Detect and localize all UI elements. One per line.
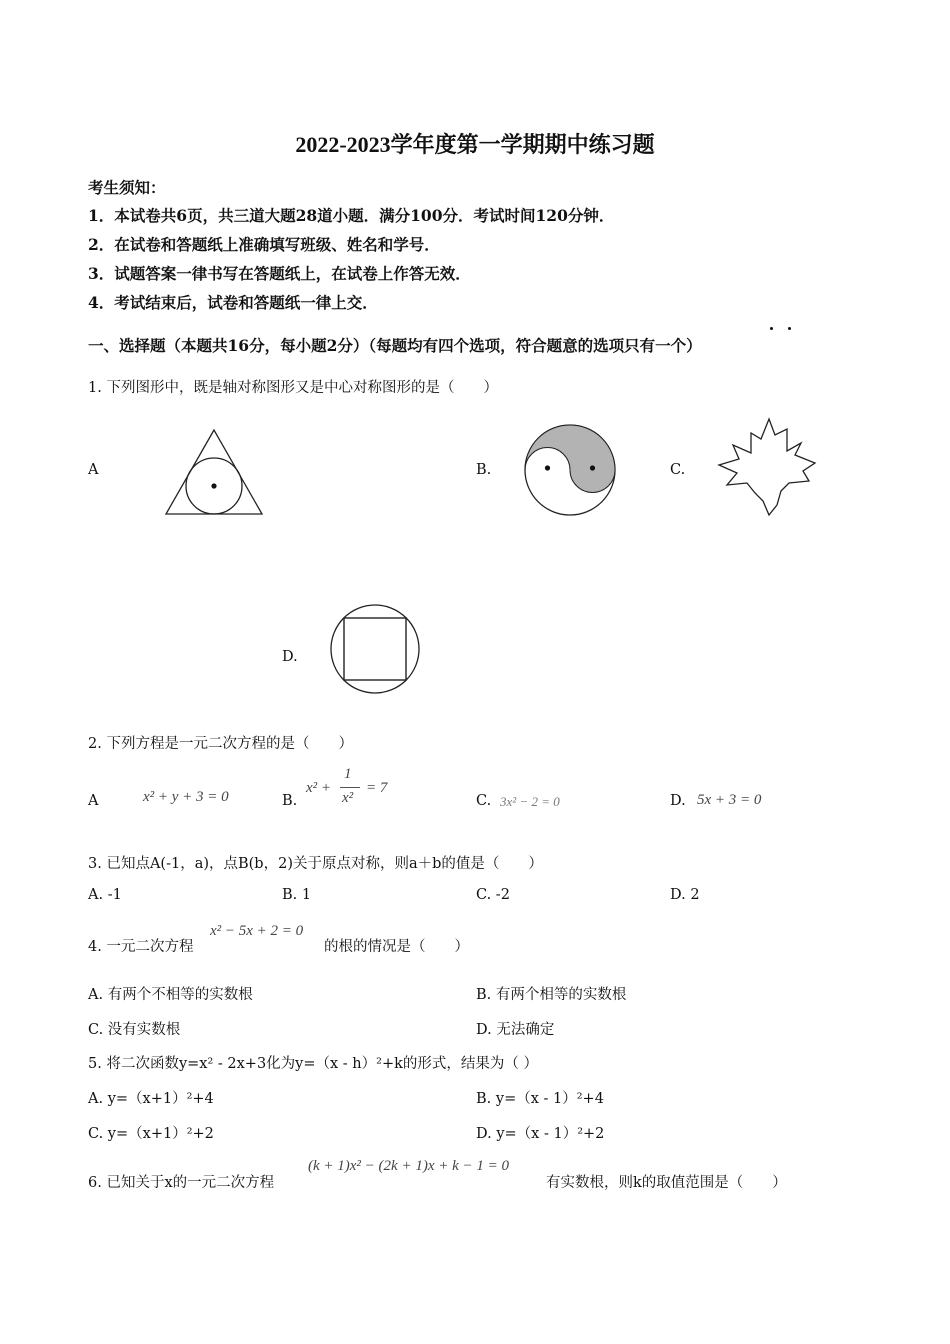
q2-option-b-left: x² + xyxy=(306,780,332,796)
q3-option-c: C. -2 xyxy=(476,887,510,903)
notice-item-4: 4．考试结束后，试卷和答题纸一律上交． xyxy=(88,293,378,312)
q3-option-b: B. 1 xyxy=(282,887,312,903)
q3-option-a: A. -1 xyxy=(88,887,122,903)
q1-option-a-label: A xyxy=(88,462,99,478)
q6-equation: (k + 1)x² − (2k + 1)x + k − 1 = 0 xyxy=(308,1158,509,1174)
q2-option-d-label: D. xyxy=(670,793,686,809)
q2-option-a-label: A xyxy=(88,793,99,809)
q2-option-a-equation: x² + y + 3 = 0 xyxy=(143,789,229,805)
square-in-circle-figure xyxy=(328,602,422,696)
q4-option-a: A. 有两个不相等的实数根 xyxy=(88,987,253,1003)
q2-option-b-right: = 7 xyxy=(366,780,388,796)
yin-yang-figure xyxy=(520,420,620,520)
q2-option-b-denominator: x² xyxy=(342,790,354,806)
notice-item-3: 3．试题答案一律书写在答题纸上，在试卷上作答无效． xyxy=(88,264,471,283)
q1-option-d-label: D. xyxy=(282,649,298,665)
q2-option-b-label: B. xyxy=(282,793,298,809)
q4-stem-pre: 4. 一元二次方程 xyxy=(88,939,194,955)
q5-stem: 5. 将二次函数y=x² - 2x+3化为y=（x - h）²+k的形式，结果为（ ） xyxy=(88,1056,539,1072)
q1-option-c-label: C. xyxy=(670,462,686,478)
q4-stem-post: 的根的情况是（ ） xyxy=(324,939,469,955)
q2-option-d-equation: 5x + 3 = 0 xyxy=(697,792,762,808)
notice-item-1: 1．本试卷共6页，共三道大题28道小题．满分100分．考试时间120分钟． xyxy=(88,206,615,225)
q5-option-b: B. y=（x - 1）²+4 xyxy=(476,1091,604,1107)
section-1-heading: 一、选择题（本题共16分，每小题2分）（每题均有四个选项，符合题意的选项只有一个） xyxy=(88,336,702,355)
q2-stem: 2. 下列方程是一元二次方程的是（ ） xyxy=(88,736,353,752)
q2-option-b-numerator: 1 xyxy=(344,766,352,782)
q6-stem-post: 有实数根，则k的取值范围是（ ） xyxy=(546,1175,787,1191)
q5-option-c: C. y=（x+1）²+2 xyxy=(88,1126,214,1142)
q5-option-d: D. y=（x - 1）²+2 xyxy=(476,1126,605,1142)
q2-option-c-equation: 3x² − 2 = 0 xyxy=(500,794,560,809)
q1-option-b-label: B. xyxy=(476,462,492,478)
q1-stem: 1. 下列图形中，既是轴对称图形又是中心对称图形的是（ ） xyxy=(88,380,498,396)
maple-leaf-figure xyxy=(715,413,823,519)
page-title: 2022-2023学年度第一学期期中练习题 xyxy=(295,132,655,157)
emphasis-dot xyxy=(788,327,791,330)
fraction-bar xyxy=(340,787,360,788)
q4-option-d: D. 无法确定 xyxy=(476,1022,555,1038)
q2-option-c-label: C. xyxy=(476,793,492,809)
q3-stem: 3. 已知点A(-1，a)，点B(b，2)关于原点对称，则a＋b的值是（ ） xyxy=(88,856,543,872)
emphasis-dot xyxy=(770,327,773,330)
q6-stem-pre: 6. 已知关于x的一元二次方程 xyxy=(88,1175,275,1191)
notice-heading: 考生须知： xyxy=(88,178,166,197)
triangle-incircle-figure xyxy=(160,426,270,520)
notice-item-2: 2．在试卷和答题纸上准确填写班级、姓名和学号． xyxy=(88,235,440,254)
q4-option-c: C. 没有实数根 xyxy=(88,1022,181,1038)
q4-option-b: B. 有两个相等的实数根 xyxy=(476,987,627,1003)
q4-equation: x² − 5x + 2 = 0 xyxy=(210,923,304,939)
q3-option-d: D. 2 xyxy=(670,887,700,903)
q5-option-a: A. y=（x+1）²+4 xyxy=(88,1091,214,1107)
